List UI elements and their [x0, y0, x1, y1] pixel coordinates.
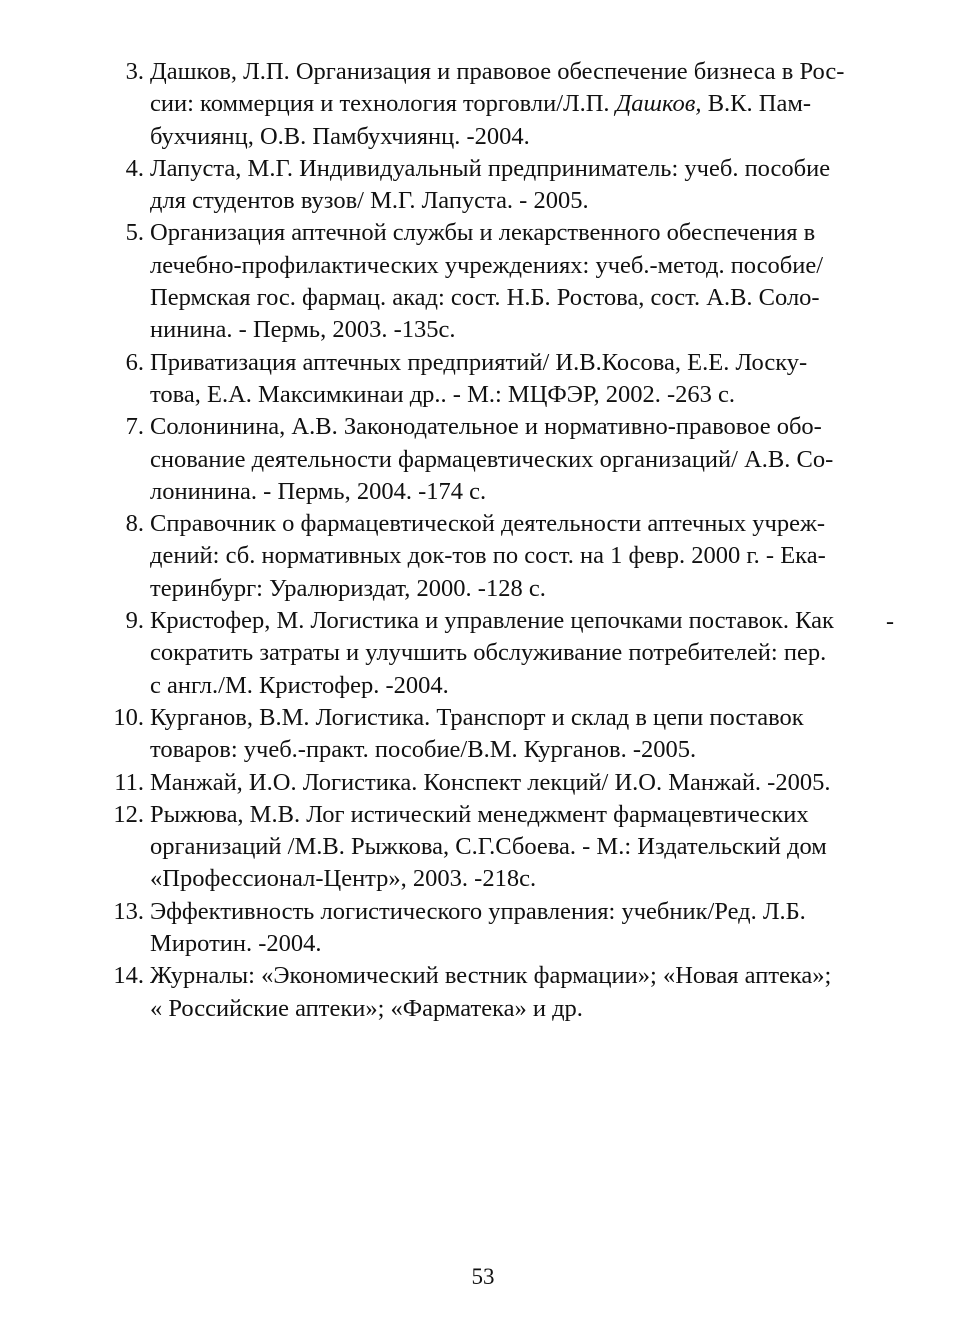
- item-number: 7.: [125, 413, 144, 441]
- item-number: 6.: [125, 348, 144, 376]
- item-number: 9.: [125, 607, 144, 635]
- bibliography-item: [98, 508, 868, 605]
- item-text: Журналы: «Экономический вестник фармации»; «Новая аптека»; « Российские аптеки»; «Фарматека» и др.: [150, 962, 832, 1022]
- bibliography-item: [98, 605, 868, 702]
- bibliography-item: [98, 217, 868, 346]
- item-text: Дашков, Л.П. Организация и правовое обеспечение бизнеса в Рос- сии: коммерция и технология торговли/Л.П. Дашков, В.К. Пам- бухчиянц, О.В. Памбухчиянц. -2004.: [150, 58, 845, 150]
- bibliography-item: [98, 347, 868, 412]
- item-text: Справочник о фармацевтической деятельности аптечных учреж- дений: сб. нормативных док-тов по сост. на 1 февр. 2000 г. - Ека- теринбург: Уралюриздат, 2000. -128 с.: [150, 510, 826, 602]
- bibliography-item: [98, 153, 868, 218]
- item-number: 11.: [114, 768, 144, 796]
- bibliography-item: [98, 896, 868, 961]
- item-text: Кристофер, М. Логистика и управление цепочками поставок. Как сократить затраты и улучшить обслуживание потребителей: пер. с англ./М. Кристофер. -2004.: [150, 607, 834, 699]
- bibliography-item: [98, 960, 868, 1025]
- item-number: 10.: [113, 703, 144, 731]
- item-text: Рыжюва, М.В. Лог истический менеджмент фармацевтических организаций /М.В. Рыжкова, С.Г.Сбоева. - М.: Издательский дом «Профессионал-Центр», 2003. -218с.: [150, 800, 827, 893]
- item-number: 14.: [113, 962, 144, 990]
- bibliography-item: [98, 411, 868, 508]
- page-number: 53: [471, 1264, 495, 1289]
- item-number: 3.: [125, 58, 144, 85]
- bibliography-list: [98, 56, 868, 1025]
- item-number: 4.: [125, 154, 144, 182]
- item-text: Манжай, И.О. Логистика. Конспект лекций/ И.О. Манжай. -2005.: [150, 768, 831, 796]
- item-text: Приватизация аптечных предприятий/ И.В.Косова, Е.Е. Лоску- това, Е.А. Максимкинаи др.. - М.: МЦФЭР, 2002. -263 с.: [150, 348, 808, 408]
- stray-dash-mark: -: [886, 609, 894, 635]
- bibliography-item: [98, 702, 868, 767]
- item-text: Эффективность логистического управления: учебник/Ред. Л.Б. Миротин. -2004.: [150, 897, 806, 958]
- bibliography-item: [98, 799, 868, 896]
- item-text: Курганов, В.М. Логистика. Транспорт и склад в цепи поставок товаров: учеб.-практ. пособие/В.М. Курганов. -2005.: [150, 703, 804, 764]
- item-number: 8.: [125, 510, 144, 538]
- item-text: Организация аптечной службы и лекарственного обеспечения в лечебно-профилактических учреждениях: учеб.-метод. пособие/ Пермская гос. фармац. акад: сост. Н.Б. Ростова, сост. А.В. Соло- нинина. - Пермь, 2003. -135с.: [150, 219, 824, 344]
- item-text: Солонинина, А.В. Законодательное и нормативно-правовое обо- снование деятельности фармацевтических организаций/ А.В. Со- лонинина. - Пермь, 2004. -174 с.: [150, 413, 834, 505]
- item-text: Лапуста, М.Г. Индивидуальный предприниматель: учеб. пособие для студентов вузов/ М.Г. Лапуста. - 2005.: [150, 154, 831, 215]
- item-number: 13.: [113, 897, 144, 925]
- bibliography-item: [98, 56, 868, 153]
- item-number: 12.: [113, 800, 144, 828]
- bibliography-item: [98, 767, 868, 799]
- item-number: 5.: [125, 219, 144, 247]
